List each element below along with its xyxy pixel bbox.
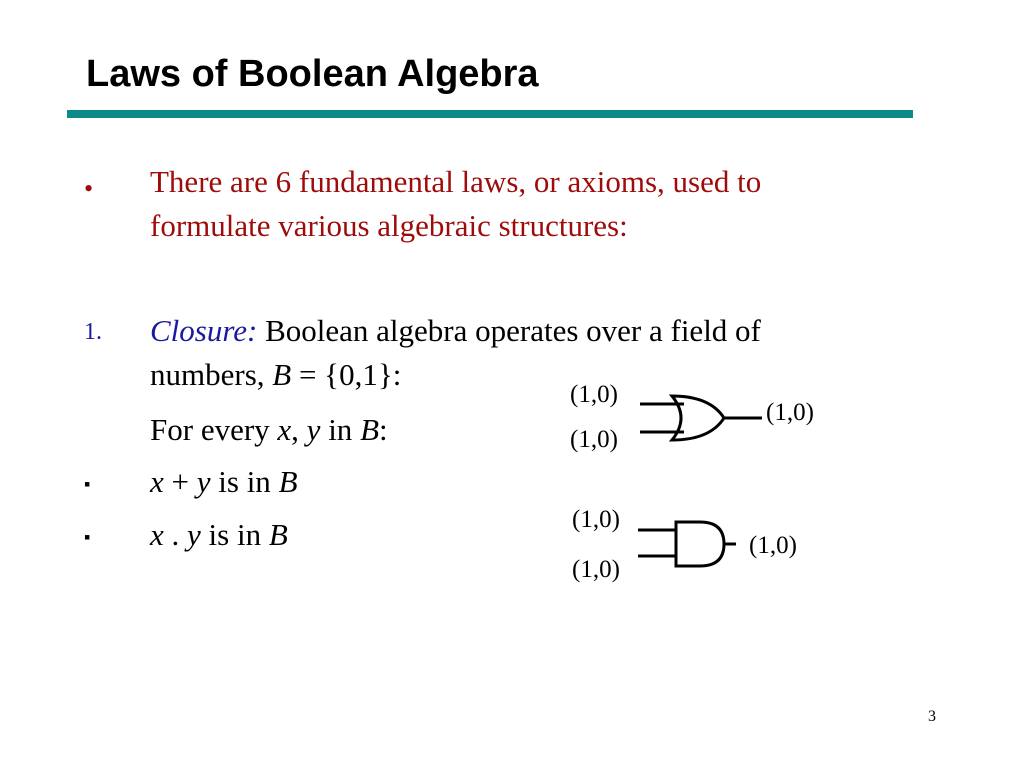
op-plus: + xyxy=(163,464,197,499)
set-b: B xyxy=(360,412,379,447)
law-name: Closure: xyxy=(150,313,258,348)
var-x: x xyxy=(277,412,292,447)
var-y: y xyxy=(306,412,321,447)
and-gate-icon xyxy=(638,522,736,566)
var-y: y xyxy=(187,517,201,552)
or-input-1-label: (1,0) xyxy=(570,381,618,408)
intro-line-1: There are 6 fundamental laws, or axioms, used to xyxy=(150,164,762,199)
is-in-text: is in xyxy=(210,464,279,499)
or-output-label: (1,0) xyxy=(766,399,814,426)
law-desc-1: Boolean algebra operates over a field of xyxy=(257,313,761,348)
comma: , xyxy=(291,412,307,447)
law-desc-2a: numbers, xyxy=(150,357,273,392)
and-input-2-label: (1,0) xyxy=(572,556,620,583)
colon: : xyxy=(379,412,388,447)
var-y: y xyxy=(196,464,211,499)
or-input-2-label: (1,0) xyxy=(570,426,618,453)
and-output-label: (1,0) xyxy=(749,532,797,559)
for-every-text: For every xyxy=(150,412,278,447)
intro-bullet: • xyxy=(84,174,94,203)
intro-line-2: formulate various algebraic structures: xyxy=(150,208,628,243)
or-gate-icon xyxy=(640,396,762,440)
set-b: B xyxy=(272,357,292,392)
var-x: x xyxy=(150,464,164,499)
and-input-1-label: (1,0) xyxy=(572,506,620,533)
in-text: in xyxy=(320,412,361,447)
slide-number: 3 xyxy=(928,708,936,725)
sub-bullet-mark: ▪ xyxy=(84,527,91,547)
sub-bullet-mark: ▪ xyxy=(84,474,91,494)
is-in-text: is in xyxy=(200,517,269,552)
set-b: B xyxy=(268,517,288,552)
law-number: 1. xyxy=(84,319,102,345)
var-x: x xyxy=(150,517,164,552)
slide-title: Laws of Boolean Algebra xyxy=(86,53,539,95)
op-dot: . xyxy=(163,517,188,552)
set-b: B xyxy=(278,464,298,499)
law-desc-2b: = {0,1}: xyxy=(291,357,402,392)
